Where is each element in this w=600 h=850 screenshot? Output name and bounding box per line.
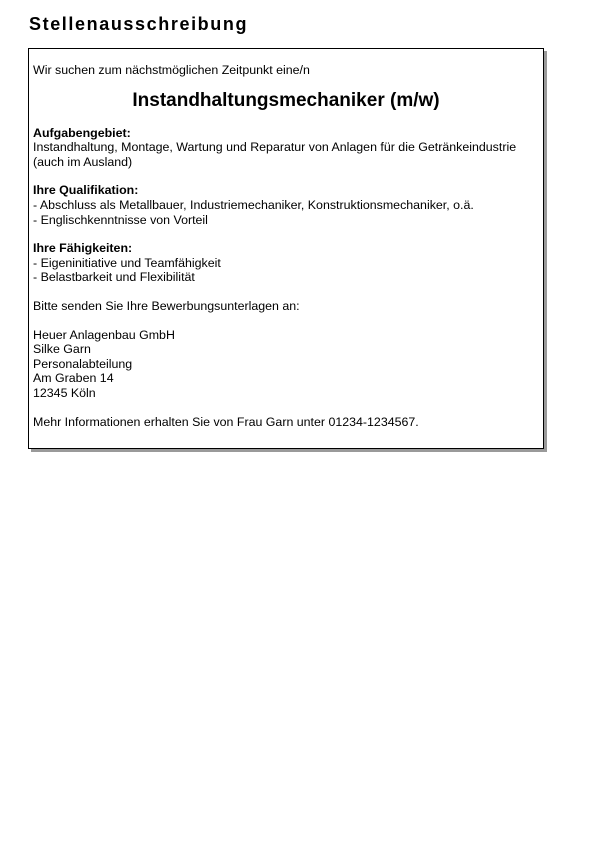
contact-address [33, 328, 539, 401]
qualification-item: - Englischkenntnisse von Vorteil [33, 212, 208, 227]
skills-section [33, 241, 539, 285]
company-name: Heuer Anlagenbau GmbH [33, 327, 175, 342]
skill-item: - Eigeninitiative und Teamfähigkeit [33, 255, 221, 270]
department: Personalabteilung [33, 356, 133, 371]
skills-label: Ihre Fähigkeiten: [33, 241, 133, 256]
skill-item: - Belastbarkeit und Flexibilität [33, 270, 195, 285]
street-address: Am Graben 14 [33, 371, 114, 386]
qualification-item: - Abschluss als Metallbauer, Industriemechaniker, Konstruktionsmechaniker, o.ä. [33, 197, 474, 212]
application-request: Bitte senden Sie Ihre Bewerbungsunterlagen an: [33, 298, 300, 313]
task-area-section [33, 126, 539, 170]
more-info-text: Mehr Informationen erhalten Sie von Frau Garn unter 01234-1234567. [33, 414, 419, 429]
task-area-label: Aufgabengebiet: [33, 125, 131, 140]
contact-person: Silke Garn [33, 342, 91, 357]
job-ad-box [28, 48, 544, 449]
city-address: 12345 Köln [33, 385, 96, 400]
intro-text: Wir suchen zum nächstmöglichen Zeitpunkt eine/n [33, 63, 310, 77]
qualification-label: Ihre Qualifikation: [33, 183, 139, 198]
task-area-text: Instandhaltung, Montage, Wartung und Reparatur von Anlagen für die Getränkeindustrie (auch im Ausland) [33, 140, 517, 169]
job-title: Instandhaltungsmechaniker (m/w) [132, 89, 440, 111]
qualification-section [33, 183, 539, 227]
page-title: Stellenausschreibung [29, 14, 249, 34]
